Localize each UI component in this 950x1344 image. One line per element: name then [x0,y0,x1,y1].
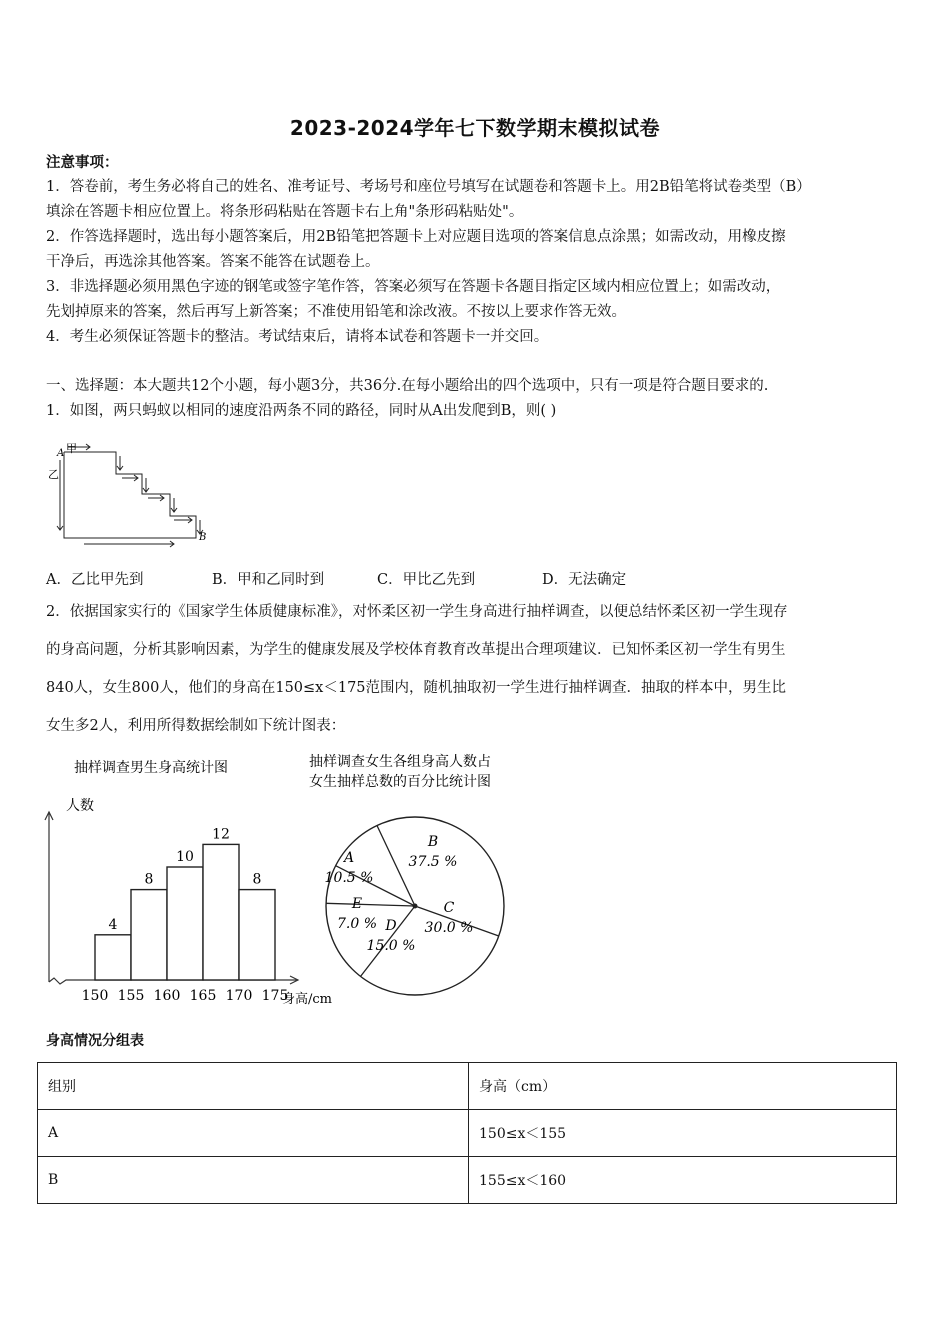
notice-line: 先划掉原来的答案，然后再写上新答案；不准使用铅笔和涂改液。不按以上要求作答无效。 [46,304,626,320]
notice-line: 4．考生必须保证答题卡的整洁。考试结束后，请将本试卷和答题卡一并交回。 [46,329,549,345]
pie-center [413,904,418,909]
female-height-pie-chart [305,750,545,1015]
bar-chart-ylabel: 人数 [66,798,94,814]
notice-heading: 注意事项： [46,154,119,171]
option-d[interactable]: D．无法确定 [542,572,627,588]
jia-label: 甲 [66,442,77,455]
pie-slice-label: D [385,918,397,934]
table-caption: 身高情况分组表 [46,1033,144,1049]
bar [239,890,275,980]
notice-line: 3．非选择题必须用黑色字迹的钢笔或签字笔作答，答案必须写在答题卡各题目指定区域内相应位置上；如需改动， [46,279,781,295]
table-header-cell: 身高（cm） [469,1063,897,1110]
pie-slice-value: 7.0 % [336,916,378,932]
point-a-label: A [57,448,65,459]
table-row [38,1157,897,1204]
question-2-stem: 2．依据国家实行的《国家学生体质健康标准》，对怀柔区初一学生身高进行抽样调查，以便总结怀柔区初一学生现存 [46,604,788,620]
bar-x-tick-label: 175 [261,988,289,1004]
notice-line: 1．答卷前，考生务必将自己的姓名、准考证号、考场号和座位号填写在试题卷和答题卡上。用2B铅笔将试卷类型（B） [46,179,811,195]
pie-slice-value: 10.5 % [324,870,374,886]
question-2-stem: 女生多2人，利用所得数据绘制如下统计图表： [46,718,346,734]
question-1-stem: 1．如图，两只蚂蚁以相同的速度沿两条不同的路径，同时从A出发爬到B，则( ) [46,403,557,419]
point-b-label: B [199,532,207,543]
bar-data-label: 8 [144,871,154,888]
question-2-stem: 的身高问题，分析其影响因素，为学生的健康发展及学校体育教育改革提出合理项建议．已知怀柔区初一学生有男生 [46,642,786,658]
table-header-row [38,1063,897,1110]
table-header-cell: 组别 [38,1063,469,1110]
bar-data-label: 12 [212,826,230,843]
table-cell: B [38,1157,469,1204]
table-cell: 155≤x＜160 [469,1157,897,1204]
yi-label: 乙 [48,468,59,481]
bar-data-label: 4 [108,916,118,933]
bar-x-tick-label: 165 [189,988,217,1004]
male-height-bar-chart [36,750,332,1015]
bar-x-tick-label: 155 [117,988,145,1004]
option-c[interactable]: C．甲比乙先到 [377,572,476,588]
jia-path-arrows [68,444,203,534]
bar-chart-title: 抽样调查男生身高统计图 [74,760,228,776]
notice-line: 干净后，再选涂其他答案。答案不能答在试题卷上。 [46,254,380,270]
bar [203,844,239,980]
pie-chart-title: 女生抽样总数的百分比统计图 [309,774,491,790]
pie-slice-value: 30.0 % [424,920,474,936]
section-heading: 一、选择题：本大题共12个小题，每小题3分，共36分.在每小题给出的四个选项中，只有一项是符合题目要求的. [46,378,769,394]
pie-chart-title: 抽样调查女生各组身高人数占 [309,754,491,770]
table-row [38,1110,897,1157]
question-2-stem: 840人，女生800人，他们的身高在150≤x＜175范围内，随机抽取初一学生进行抽样调查．抽取的样本中，男生比 [46,680,787,696]
ant-path-figure [44,440,224,550]
height-group-table [37,1062,897,1204]
bar-chart-xlabel: 身高/cm [282,992,332,1007]
option-b[interactable]: B．甲和乙同时到 [212,572,325,588]
bar [131,890,167,980]
pie-slice-label: C [443,900,455,916]
bar-x-tick-label: 160 [153,988,181,1004]
bar-data-label: 8 [252,871,262,888]
staircase-outline [64,452,196,538]
bar-x-tick-label: 170 [225,988,253,1004]
pie-slice-label: B [427,834,439,850]
option-a[interactable]: A．乙比甲先到 [46,572,144,588]
bar [95,935,131,980]
pie-slice-label: A [343,850,355,866]
bar [167,867,203,980]
table-cell: A [38,1110,469,1157]
bar-x-tick-label: 150 [81,988,109,1004]
pie-slice-label: E [351,896,363,912]
page-title: 2023-2024学年七下数学期末模拟试卷 [289,116,661,140]
pie-slice-value: 15.0 % [366,938,416,954]
table-cell: 150≤x＜155 [469,1110,897,1157]
pie-slice-value: 37.5 % [408,854,458,870]
bar-data-label: 10 [176,849,194,865]
notice-line: 填涂在答题卡相应位置上。将条形码粘贴在答题卡右上角"条形码粘贴处"。 [46,204,524,220]
notice-line: 2．作答选择题时，选出每小题答案后，用2B铅笔把答题卡上对应题目选项的答案信息点涂黑；如需改动，用橡皮擦 [46,229,786,245]
